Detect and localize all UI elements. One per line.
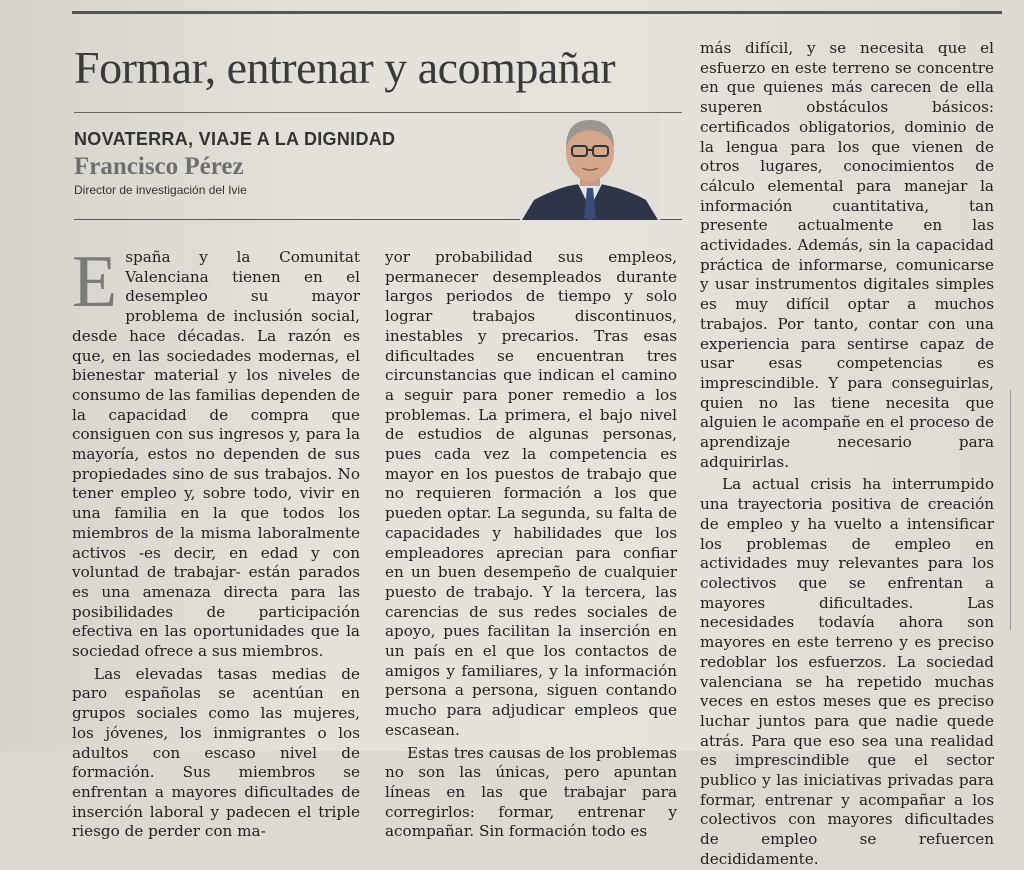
headline-divider xyxy=(74,112,682,113)
author-name: Francisco Pérez xyxy=(74,153,244,180)
top-rule xyxy=(72,11,1002,14)
article-column-2 xyxy=(385,248,677,842)
author-photo xyxy=(520,114,660,220)
drop-cap: E xyxy=(72,241,118,323)
paragraph: La actual crisis ha interrumpido una trayectoria positiva de creación de empleo y ha vuelto a intensificar los problemas de empleo en actividades muy relevantes para los colectivos que se enfrentan a mayores dificultades. Las necesidades todavía ahora son mayores en este terreno y es preciso redoblar los esfuerzos. La sociedad valenciana se ha repetido muchas veces en estos meses que es preciso luchar juntos para que nadie quede atrás. Para que eso sea una realidad es imprescindible que el sector publico y las iniciativas privadas para formar, entrenar y acompañar a los colectivos con mayores dificultades de empleo se refuercen decididamente. xyxy=(700,475,994,868)
headline: Formar, entrenar y acompañar xyxy=(74,42,616,93)
column-edge-rule xyxy=(1010,390,1011,630)
paragraph: más difícil, y se necesita que el esfuerzo en este terreno se concentre en que quienes más carecen de ella superen obstáculos básicos: certificados obligatorios, dominio de la lengua para los que vienen de otros lugares, conocimientos de cálculo elemental para manejar la información cuantitativa, tan presente actualmente en las actividades. Además, sin la capacidad práctica de informarse, comunicarse y usar instrumentos digitales simples es muy difícil optar a muchos trabajos. Por tanto, contar con una experiencia para sentirse capaz de usar esas competencias es imprescindible. Y para conseguirlas, quien no las tiene necesita que alguien le acompañe en el proceso de aprendizaje necesario para adquirirlas. xyxy=(700,39,994,471)
paragraph xyxy=(72,241,361,662)
author-role: Director de investigación del Ivie xyxy=(74,183,247,197)
paragraph: yor probabilidad sus empleos, permanecer desempleados durante largos periodos de tiempo y solo lograr trabajos discontinuos, inestables y precarios. Tras esas dificultades se encuentran tres circunstancias que indican el camino a seguir para poner remedio a los problemas. La primera, el bajo nivel de estudios de algunas personas, pues cada vez la competencia es mayor en los puestos de trabajo que no requieren formación a los que pueden optar. La segunda, su falta de capacidades y habilidades que los empleadores aprecian para confiar en un buen desempeño de cualquier puesto de trabajo. Y la tercera, las carencias de sus redes sociales de apoyo, pues facilitan la inserción en un país en el que los contactos de amigos y familiares, y la información persona a persona, siguen contando mucho para adjudicar empleos que escasean. xyxy=(385,248,677,739)
section-title: NOVATERRA, VIAJE A LA DIGNIDAD xyxy=(74,129,396,149)
article-column-3 xyxy=(700,39,994,870)
paragraph: Las elevadas tasas medias de paro españolas se acentúan en grupos sociales como las mujeres, los jóvenes, los inmigrantes o los adultos con escaso nivel de formación. Sus miembros se enfrentan a mayores dificultades de inserción laboral y padecen el triple riesgo de perder con ma- xyxy=(72,664,360,841)
article-column-1 xyxy=(72,241,361,842)
paragraph-text: spaña y la Comunitat Valenciana tienen en el desempleo su mayor problema de inclusión social, desde hace décadas. La razón es que, en las sociedades modernas, el bienestar material y los niveles de consumo de las familias dependen de la capacidad de compra que consiguen con sus ingresos y, para la mayoría, estos no dependen de sus propiedades sino de sus trabajos. No tener empleo y, sobre todo, vivir en una familia en la que todos los miembros de la misma laboralmente activos -es decir, en edad y con voluntad de trabajar- están parados es una amenaza directa para las posibilidades de participación efectiva en las oportunidades que la sociedad ofrece a sus miembros. xyxy=(72,248,361,661)
paragraph: Estas tres causas de los problemas no son las únicas, pero apuntan líneas en las que trabajar para corregirlos: formar, entrenar y acompañar. Sin formación todo es xyxy=(385,743,677,841)
